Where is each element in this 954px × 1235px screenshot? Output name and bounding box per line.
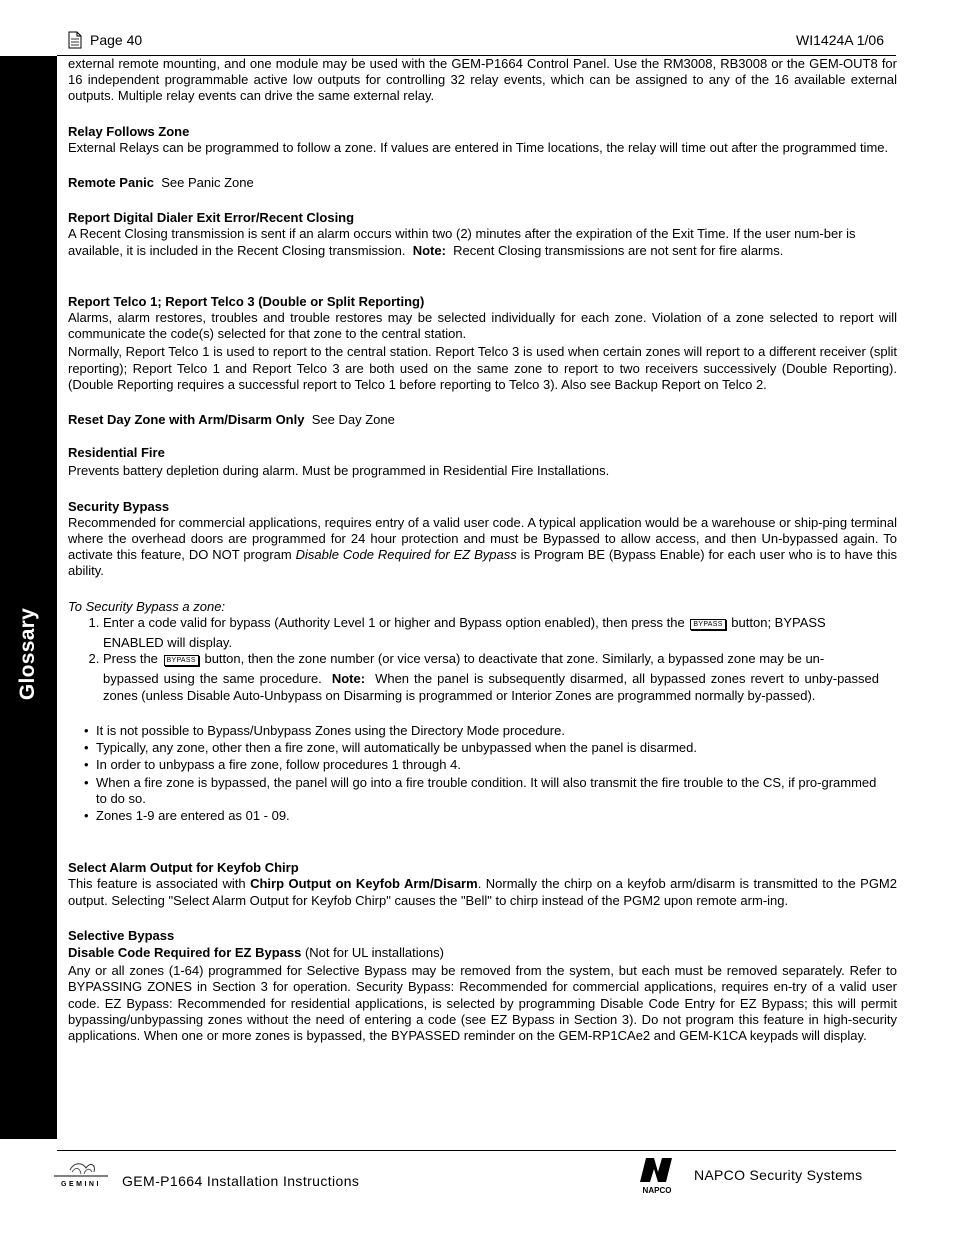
list-item: • In order to unbypass a fire zone, follow procedures 1 through 4. xyxy=(96,757,897,773)
gemini-logo xyxy=(50,1160,112,1190)
list-item: • Zones 1-9 are entered as 01 - 09. xyxy=(96,808,897,824)
bypass-key-icon: BYPASS xyxy=(164,655,199,666)
bypass-key-icon: BYPASS xyxy=(690,619,725,630)
list-item: • It is not possible to Bypass/Unbypass Zones using the Directory Mode procedure. xyxy=(96,723,897,739)
footer-manual-title: GEM-P1664 Installation Instructions xyxy=(122,1173,360,1189)
note-label: Note: xyxy=(331,671,366,687)
remote-panic-entry xyxy=(68,175,897,191)
page-number: Page 40 xyxy=(90,32,143,48)
reset-day-zone-text: See Day Zone xyxy=(311,412,395,428)
section-tab xyxy=(0,56,57,1139)
footer-company: NAPCO Security Systems xyxy=(694,1167,863,1183)
page-icon xyxy=(68,31,82,49)
document-id: WI1424A 1/06 xyxy=(796,32,884,48)
select-alarm-text: This feature is associated with Chirp Output on Keyfob Arm/Disarm. Normally the chirp on a keyfob arm/disarm is transmitted to the PGM2 output. Selecting "Select Alarm Output for Keyfob Chirp" causes the "Bell" to chirp instead of the PGM2 upon remote arm-ing. xyxy=(68,876,897,908)
list-item: • Typically, any zone, other then a fire zone, will automatically be unbypassed when the panel is disarmed. xyxy=(96,740,897,756)
security-bypass-notes xyxy=(68,723,897,824)
list-item: 1. Enter a code valid for bypass (Authority Level 1 or higher and Bypass option enabled), then press the BYPASS button; BYPASS ENABLED will display. xyxy=(103,615,897,651)
select-alarm-heading: Select Alarm Output for Keyfob Chirp xyxy=(68,860,299,876)
relay-follows-zone-text: External Relays can be programmed to follow a zone. If values are entered in Time locations, the relay will time out after the programmed time. xyxy=(68,139,889,155)
report-telco-paragraph-1: Alarms, alarm restores, troubles and trouble restores may be selected individually for each zone. Violation of a zone selected to report will communicate the code(s) selected for that zone to the central station. xyxy=(68,310,897,342)
selective-bypass-subheading: Disable Code Required for EZ Bypass (Not for UL installations) xyxy=(68,944,444,960)
selective-bypass-text: Any or all zones (1-64) programmed for Selective Bypass may be removed from the system, but each must be removed separately. Refer to BYPASSING ZONES in Section 3 for operation. Security Bypass: Recommended for commercial applications, requires en-try of a valid user code. EZ Bypass: Recommended for residential applications, is selected by programming Disable Code Entry for EZ Bypass; this will permit bypassing/unbypassing zones without the need of entering a code (see EZ Bypass in Section 3). Do not program this feature in high-security applications. When one or more zones is bypassed, the BYPASSED reminder on the GEM-RP1CAe2 and GEM-K1CA keypads will display. xyxy=(68,963,897,1043)
residential-fire-text: Prevents battery depletion during alarm. Must be programmed in Residential Fire Installations. xyxy=(68,463,610,479)
list-item: • When a fire zone is bypassed, the panel will go into a fire trouble condition. It will also transmit the fire trouble to the CS, if pro-grammed to do so. xyxy=(96,775,897,807)
report-digital-heading: Report Digital Dialer Exit Error/Recent Closing xyxy=(68,210,355,226)
security-bypass-steps xyxy=(68,615,897,704)
reset-day-zone-entry xyxy=(68,412,897,428)
report-telco-paragraph-2: Normally, Report Telco 1 is used to report to the central station. Report Telco 3 is used when certain zones will report to a different receiver (split reporting); Report Telco 1 and Report Telco 3 are both used on the same zone to report to two receivers successively (Double Reporting). (Double Reporting requires a successful report to Telco 1 before reporting to Telco 3). Also see Backup Report on Telco 2. xyxy=(68,344,897,392)
list-item: 2. Press the BYPASS button, then the zone number (or vice versa) to deactivate that zone. Similarly, a bypassed zone may be un- bypassed using the same procedure. Note: When the panel is subsequently disarmed, all bypassed zones revert to unby-passed zones (unless Disable Auto-Unbypass on Disarming is programmed or Interior Zones are programmed normally by-passed). xyxy=(103,651,897,704)
reset-day-zone-heading: Reset Day Zone with Arm/Disarm Only xyxy=(68,412,305,428)
relay-follows-zone-heading: Relay Follows Zone xyxy=(68,123,190,139)
intro-paragraph: external remote mounting, and one module may be used with the GEM-P1664 Control Panel. Use the RM3008, RB3008 or the GEM-OUT8 for 16 independent programmable active low outputs for controlling 32 relay events, which can be assigned to any of the 16 available external outputs. Multiple relay events can drive the same external relay. xyxy=(68,56,897,104)
napco-logo xyxy=(632,1156,682,1196)
security-bypass-howto: To Security Bypass a zone: xyxy=(68,598,226,614)
security-bypass-text: Recommended for commercial applications, requires entry of a valid user code. A typical application would be a warehouse or ship-ping terminal where the overhead doors are programmed for 24 hour protection and must be Bypassed to allow access, and then Un-bypassed again. To activate this feature, DO NOT program Disable Code Required for EZ Bypass is Program BE (Bypass Enable) for each user who is to have this ability. xyxy=(68,514,897,579)
residential-fire-heading: Residential Fire xyxy=(68,445,165,461)
remote-panic-text: See Panic Zone xyxy=(161,175,254,191)
svg-text:GEMINI: GEMINI xyxy=(61,1181,101,1188)
page-header xyxy=(68,32,884,52)
report-digital-text: A Recent Closing transmission is sent if an alarm occurs within two (2) minutes after the expiration of the Exit Time. If the user num-ber is available, it is included in the Recent Closing transmission. Note: Recent Closing transmissions are not sent for fire alarms. xyxy=(68,226,856,258)
selective-bypass-heading: Selective Bypass xyxy=(68,927,175,943)
remote-panic-heading: Remote Panic xyxy=(68,175,154,191)
glossary-content xyxy=(68,56,897,1044)
svg-text:NAPCO: NAPCO xyxy=(642,1186,672,1195)
footer-divider xyxy=(57,1150,896,1151)
report-telco-heading: Report Telco 1; Report Telco 3 (Double or Split Reporting) xyxy=(68,293,425,309)
note-label: Note: xyxy=(412,242,446,258)
section-tab-label: Glossary xyxy=(16,607,39,701)
security-bypass-heading: Security Bypass xyxy=(68,498,170,514)
